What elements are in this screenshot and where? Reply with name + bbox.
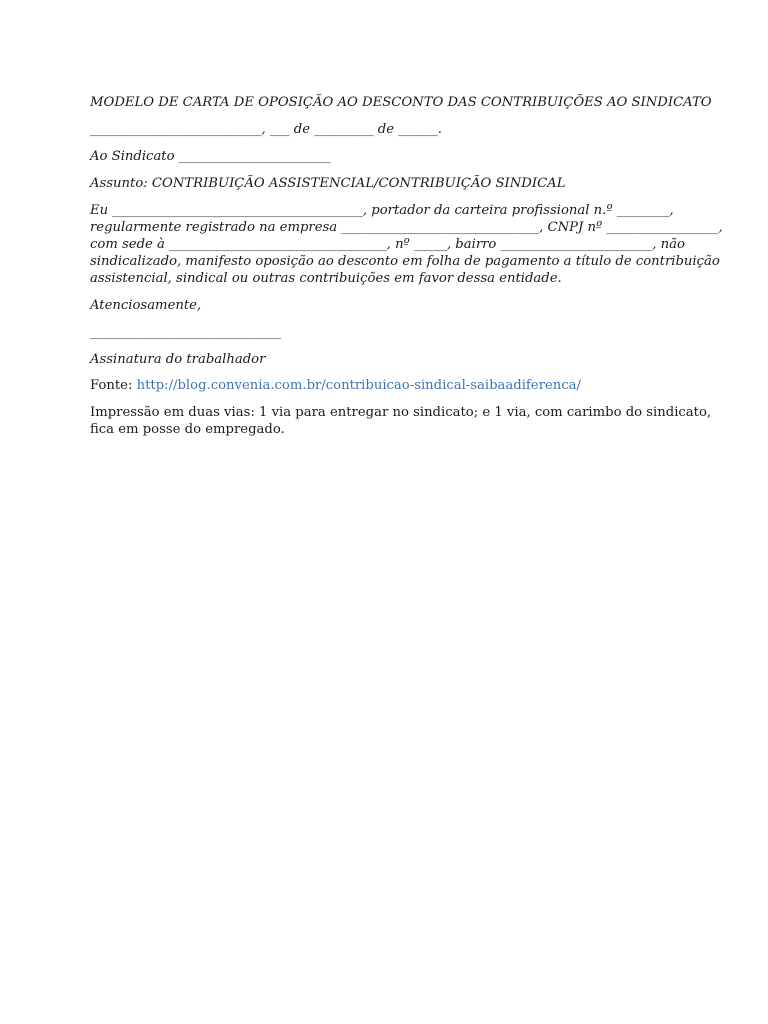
body-line: sindicalizado, manifesto oposição ao desconto em folha de pagamento a título de contribuição bbox=[90, 254, 720, 269]
body-line: regularmente registrado na empresa ______________________________, CNPJ nº _________________, bbox=[90, 220, 723, 235]
addressee-line: Ao Sindicato _______________________ bbox=[90, 149, 331, 164]
letter-page bbox=[90, 94, 723, 438]
date-line: __________________________, ___ de _________ de ______. bbox=[90, 122, 442, 137]
body-line: Eu ______________________________________, portador da carteira profissional n.º ________, bbox=[90, 203, 674, 218]
source-link[interactable]: http://blog.convenia.com.br/contribuicao-sindical-saibaadiferenca/ bbox=[136, 378, 581, 393]
body-line: assistencial, sindical ou outras contribuições em favor dessa entidade. bbox=[90, 271, 562, 286]
closing-line: Atenciosamente, bbox=[90, 298, 202, 313]
subject-line: Assunto: CONTRIBUIÇÃO ASSISTENCIAL/CONTRIBUIÇÃO SINDICAL bbox=[90, 176, 566, 191]
signature-label: Assinatura do trabalhador bbox=[90, 352, 266, 367]
document-title: MODELO DE CARTA DE OPOSIÇÃO AO DESCONTO DAS CONTRIBUIÇÕES AO SINDICATO bbox=[90, 95, 712, 110]
body-line: com sede à _________________________________, nº _____, bairro _______________________, não bbox=[90, 237, 685, 252]
signature-blank-line: _____________________________ bbox=[90, 325, 282, 340]
body-paragraph bbox=[90, 202, 723, 287]
source-label: Fonte: bbox=[90, 378, 137, 393]
note-line: Impressão em duas vias: 1 via para entregar no sindicato; e 1 via, com carimbo do sindicato, bbox=[90, 405, 712, 420]
print-note bbox=[90, 404, 712, 438]
note-line: fica em posse do empregado. bbox=[90, 422, 285, 437]
source-line bbox=[90, 377, 690, 394]
